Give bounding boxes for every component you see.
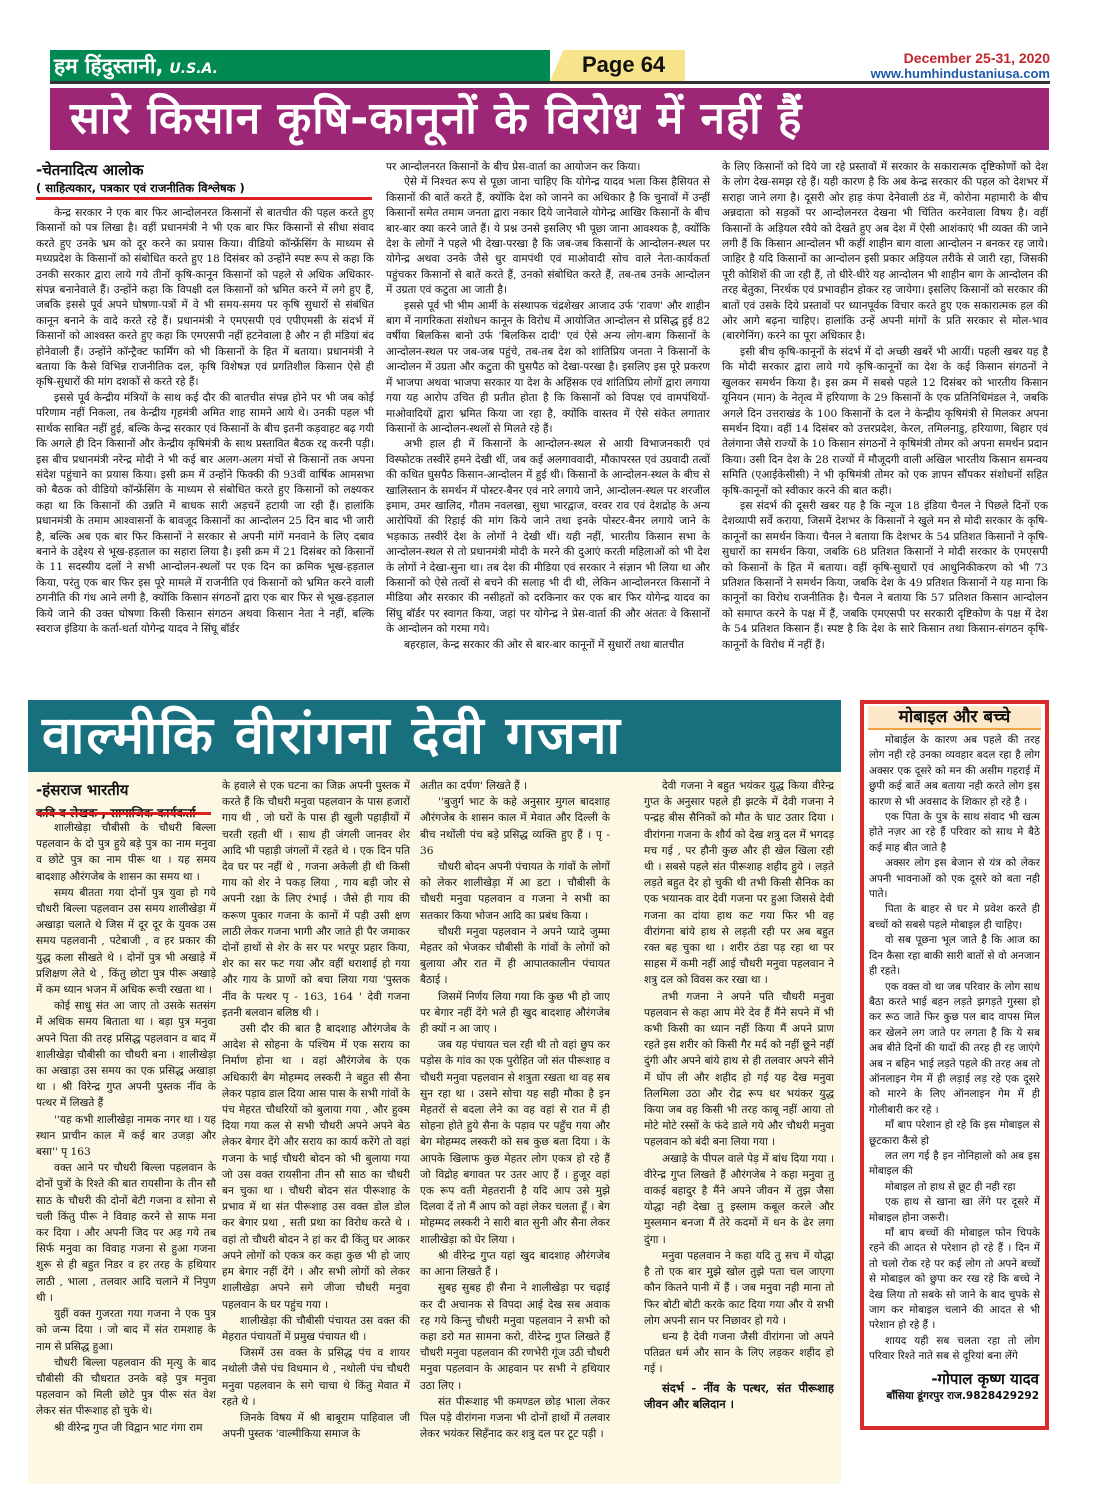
article2-column-1 bbox=[36, 820, 216, 1482]
paragraph: इससे पूर्व भी भीम आर्मी के संस्थापक चंद्रशेखर आजाद उर्फ 'रावण' और शाहीन बाग में नागरिकता संशोधन कानून के विरोध में आयोजित आन्दोलन से प्रसिद्ध हुई 82 वर्षीया बिलकिस बानो उर्फ 'बिलकिस दादी' एवं ऐसे अन्य लोग-बाग किसानों के आन्दोलन-स्थल पर जब-जब पहुंचे, तब-तब देश को शांतिप्रिय जनता ने किसानों के आन्दोलन में उग्रता और कटुता की घुसपैठ को देखा-परखा है। इसलिए इस पूरे प्रकरण में भाजपा अथवा भाजपा सरकार या देश के अहिंसक एवं शांतिप्रिय लोगों द्वारा लगाया गया यह आरोप उचित ही प्रतीत होता है कि किसानों को विपक्ष एवं वामपंथियों-माओवादियों द्वारा भ्रमित किया जा रहा है, क्योंकि वास्तव में ऐसे संकेत लगातार किसानों के आन्दोलन-स्थलों से मिलते रहे हैं। bbox=[386, 299, 710, 435]
paragraph: लत लग गई है इन नोनिहालो को अब इस मोबाइल की bbox=[869, 1149, 1040, 1178]
sidebar-body bbox=[864, 730, 1045, 1365]
article2-column-4 bbox=[644, 778, 834, 1482]
page-number: Page 64 bbox=[582, 52, 666, 77]
newspaper-edition: U.S.A. bbox=[169, 61, 218, 77]
paragraph: अभी हाल ही में किसानों के आन्दोलन-स्थल से आयी विभाजनकारी एवं विस्फोटक तस्वीरें हमने देखी थीं, जब कई अलगाववादी, मौकापरस्त एवं उग्रवादी तत्वों की कथित घुसपैठ किसान-आन्दोलन में हुई थी। किसानों के आन्दोलन-स्थल के बीच से खालिस्तान के समर्थन में पोस्टर-बैनर एवं नारे लगाये जाने, आन्दोलन-स्थल पर शरजील इमाम, उमर खालिद, गौतम नवलखा, सुधा भारद्वाज, वरवर राव एवं देशद्रोह के अन्य आरोपियों की रिहाई की मांग किये जाने तथा इनके पोस्टर-बैनर लगाये जाने के भड़काऊ तस्वीरें देश के लोगों ने देखी थीं। यही नहीं, भारतीय किसान सभा के आन्दोलन-स्थल से तो प्रधानमंत्री मोदी के मरने की दुआएं करती महिलाओं को भी देश के लोगों ने देखा-सुना था। तब देश की मीडिया एवं सरकार ने संज्ञान भी लिया था और किसानों को ऐसे तत्वों से बचने की सलाह भी दी थी, लेकिन आन्दोलनरत किसानों ने मीडिया और सरकार की नसीहतों को दरकिनार कर एक बार फिर योगेन्द्र यादव का सिंघु बॉर्डर पर स्वागत किया, जहां पर योगेन्द्र ने प्रेस-वार्ता की और अंततः वे किसानों के आन्दोलन को गरमा गये। bbox=[386, 438, 710, 636]
paragraph: जिसमें निर्णय लिया गया कि कुछ भी हो जाए पर बेगार नहीं देंगे भले ही खुद बादशाह औरंगजेब ही क्यों न आ जाए । bbox=[420, 990, 610, 1036]
sidebar-box bbox=[860, 700, 1049, 1430]
masthead bbox=[50, 50, 1050, 84]
paragraph: समय बीतता गया दोनों पुत्र युवा हो गये चौधरी बिल्ला पहलवान उस समय शालीखेड़ा में अखाड़ा चलाते थे जिस में दूर दूर के युवक उस समय पहलवानी , पटेबाजी , व हर प्रकार की युद्ध कला सीखते थे । दोनों पुत्र भी अखाड़े में प्रशिक्षण लेते थे , किंतु छोटा पुत्र पीरू अखाड़े में कम ध्यान भजन में अधिक रूची रखता था । bbox=[36, 886, 216, 997]
brand-bar bbox=[50, 50, 550, 81]
paragraph: ऐसे में निश्चत रूप से पूछा जाना चाहिए कि योगेन्द्र यादव भला किस हैसियत से किसानों की बातें करते हैं, क्योंकि देश को जानने का अधिकार है कि चुनावों में उन्हीं किसानों समेत तमाम जनता द्वारा नकार दिये जानेवाले योगेन्द्र आखिर किसानों के बीच बार-बार क्या करने जाते हैं। ये प्रश्न उनसे इसलिए भी पूछा जाना आवश्यक है, क्योंकि देश के लोगों ने पहले भी देखा-परखा है कि जब-जब किसानों के आन्दोलन-स्थल पर योगेन्द्र अथवा उनके जैसे धुर वामपंथी एवं माओवादी सोच वाले नेता-कार्यकर्ता पहुंचकर किसानों से बातें करते हैं, उनको संबोधित करते हैं, तब-तब उनके आन्दोलन में उग्रता एवं कटुता आ जाती है। bbox=[386, 176, 710, 297]
paragraph: मोबाईल के कारण अब पहले की तरह लोग नही रहे उनका व्यवहार बदल रहा है लोग अक्सर एक दूसरे को मन की असीम गहराई में छुपी कई बातें अब बताया नही करते लोग इस कारण से भी अवसाद के शिकार हो रहे है । bbox=[869, 734, 1040, 808]
paragraph: कोई साधु संत आ जाए तो उसके सतसंग में अधिक समय बिताता था । बड़ा पुत्र मनुवा अपने पिता की तरह प्रसिद्ध पहलवान व बाद में शालीखेड़ा चौबीसी का चौधरी बना । शालीखेड़ा का अखाड़ा उस समय का एक प्रसिद्ध अखाड़ा था । श्री विरेन्द्र गुप्त अपनी पुस्तक नींव के पत्थर में लिखते हैं bbox=[36, 1000, 216, 1110]
article2-author: -हंसराज भारतीय bbox=[36, 781, 129, 799]
paragraph: पर आन्दोलनरत किसानों के बीच प्रेस-वार्ता का आयोजन कर किया। bbox=[386, 161, 641, 173]
paragraph: जब यह पंचायत चल रही थी तो वहां छुप कर पड़ोस के गांव का एक पुरोहित जो संत पीरूशाह व चौधरी मनुवा पहलवान से शत्रुता रखता था वह सब सुन रहा था । उसने सोचा यह सही मौका है इन मेहतरों से बदला लेने का वह वहां से रात में ही सोहना होते हुये सैना के पड़ाव पर पहुँच गया और बेग मोहम्मद लस्करी को सब कुछ बता दिया । के आपके खिलाफ कुछ मेहतर लोग एकत्र हो रहे हैं जो विद्रोह बगावत पर उतर आए हैं । हुजूर वहां एक रूप वती मेहतरानी है यदि आप उसे मुझे दिलवा दें तो मैं आप को वहां लेकर चलता हूँ । बेग मोहम्मद लस्करी ने सारी बात सुनी और सैना लेकर शालीखेड़ा को घेर लिया । bbox=[420, 1039, 610, 1246]
paragraph: युहीं वक्त गुजरता गया गजना ने एक पुत्र को जन्म दिया । जो बाद में संत रामशाह के नाम से प्रसिद्ध हुआ। bbox=[36, 1308, 216, 1353]
paragraph: केन्द्र सरकार ने एक बार फिर आन्दोलनरत किसानों से बातचीत की पहल करते हुए किसानों को पत्र लिखा है। वहीं प्रधानमंत्री ने भी एक बार फिर किसानों से सीधा संवाद करते हुए उनके भ्रम को दूर करने का प्रयास किया। वीडियो कॉन्फ्रेंसिंग के माध्यम से मध्यप्रदेश के किसानों को संबोधित करते हुए 18 दिसंबर को उन्होंने स्पष्ट रूप से कहा कि उनकी सरकार द्वारा लाये गये तीनों कृषि-कानून किसानों को पहले से अधिक अधिकार-संपन्न बनानेवाले हैं। उन्होंने कहा कि विपक्षी दल किसानों को भ्रमित करने में लगे हुए हैं, जबकि इससे पूर्व अपने घोषणा-पत्रों में वे भी समय-समय पर कृषि सुधारों से संबंधित कानून बनाने के वादे करते रहे हैं। प्रधानमंत्री ने एमएसपी एवं एपीएमसी के संदर्भ में किसानों को आश्वस्त करते हुए कहा कि एमएसपी नहीं हटनेवाला है और न ही मंडियां बंद होनेवाली हैं। उन्होंने कॉन्ट्रैक्ट फार्मिंग को भी किसानों के हित में बताया। प्रधानमंत्री ने बताया कि कैसे विभिन्न राजनीतिक दल, कृषि विशेषज्ञ एवं प्रगतिशील किसान ऐसे ही कृषि-सुधारों की मांग दशकों से करते रहे हैं। bbox=[36, 207, 374, 389]
paragraph: मोबाइल तो हाथ से छूट ही नही रहा bbox=[885, 1180, 1016, 1193]
article1-headline: सारे किसान कृषि-कानूनों के विरोध में नहीं हैं bbox=[50, 88, 1049, 150]
paragraph: संत पीरूशाह भी कमण्डल छोड़ भाला लेकर पिल पड़े वीरांगना गजना भी दोनों हाथों में तलवार लेकर भयंकर सिहँनाद कर शत्रु दल पर टूट पड़ी । bbox=[420, 1395, 610, 1441]
paragraph: एक पिता के पुत्र के साथ संवाद भी खत्म होते नज़र आ रहे हैं परिवार को साथ मे बैठे कई माह बीत जाते है bbox=[869, 811, 1040, 854]
paragraph: इस संदर्भ की दूसरी खबर यह है कि न्यूज 18 इंडिया चैनल ने पिछले दिनों एक देशव्यापी सर्वे कराया, जिसमें देशभर के किसानों ने खुले मन से मोदी सरकार के कृषि-कानूनों का समर्थन किया। चैनल ने बताया कि देशभर के 54 प्रतिशत किसानों ने कृषि-सुधारों का समर्थन किया, जबकि 68 प्रतिशत किसानों ने मोदी सरकार के एमएसपी को किसानों के हित में बताया। वहीं कृषि-सुधारों एवं आधुनिकीकरण को भी 73 प्रतिशत किसानों ने समर्थन किया, जबकि देश के 49 प्रतिशत किसानों ने यह माना कि कानूनों का विरोध राजनीतिक है। चैनल ने बताया कि 57 प्रतिशत किसान आन्दोलन को समाप्त करने के पक्ष में हैं, जबकि एमएसपी पर सरकारी दृष्टिकोण के पक्ष में देश के 54 प्रतिशत किसान हैं। स्पष्ट है कि देश के सारे किसान तथा किसान-संगठन कृषि-कानूनों के विरोध में नहीं हैं। bbox=[722, 499, 1048, 651]
sidebar-title: मोबाइल और बच्चे bbox=[868, 706, 1041, 730]
paragraph: के लिए किसानों को दिये जा रहे प्रस्तावों में सरकार के सकारात्मक दृष्टिकोणों को देश के लोग देख-समझ रहे हैं। यही कारण है कि अब केन्द्र सरकार की पहल को देशभर में सराहा जाने लगा है। दूसरी ओर हाड़ कंपा देनेवाली ठंड में, कोरोना महामारी के बीच अन्नदाता को सड़कों पर आन्दोलनरत देखना भी चिंतित करनेवाला विषय है। वहीं किसानों के अड़ियल रवैये को देखते हुए अब देश में ऐसी आशंकाएं भी व्यक्त की जाने लगी हैं कि किसान आन्दोलन भी कहीं शाहीन बाग वाला आन्दोलन न बनकर रह जाये। जाहिर है यदि किसानों का आन्दोलन इसी प्रकार अड़ियल तरीके से जारी रहा, जिसकी पूरी कोशिशें की जा रही हैं, तो धीरे-धीरे यह आन्दोलन भी शाहीन बाग के आन्दोलन की तरह बेतुका, निरर्थक एवं प्रभावहीन होकर रह जायेगा। इसलिए किसानों को सरकार की बातों एवं उसके दिये प्रस्तावों पर ध्यानपूर्वक विचार करते हुए एक सकारात्मक हल की ओर आगे बढ़ना चाहिए। हालांकि उन्हें अपनी मांगों के प्रति सरकार से मोल-भाव (बारगेनिंग) करने का पूरा अधिकार है। bbox=[722, 161, 1048, 343]
paragraph: चौधरी बिल्ला पहलवान की मृत्यु के बाद चौबीसी की चौधरात उनके बड़े पुत्र मनुवा पहलवान को मिली छोटे पुत्र पीरू संत वेश लेकर संत पीरूशाह हो चुके थे। bbox=[36, 1356, 216, 1418]
sidebar-signature bbox=[864, 1369, 1045, 1403]
paragraph: शालीखेड़ा चौबीसी के चौधरी बिल्ला पहलवान के दो पुत्र हुये बड़े पुत्र का नाम मनुवा व छोटे पुत्र का नाम पीरू था । यह समय बादशाह औरंगजेब के शासन का समय था । bbox=[36, 822, 216, 883]
paragraph: धन्य है देवी गजना जैसी वीरांगना जो अपने पतिव्रत धर्म और सान के लिए लड़कर शहीद हो गई । bbox=[644, 1330, 834, 1376]
paragraph: ''यह कभी शालीखेड़ा नामक नगर था । यह स्थान प्राचीन काल में कई बार उजड़ा और बसा'' पृ 163 bbox=[36, 1113, 216, 1159]
paragraph: अक्सर लोग इस बेजान से यंत्र को लेकर अपनी भावनाओं को एक दूसरे को बता नही पाते। bbox=[869, 857, 1040, 901]
paragraph: श्री वीरेन्द्र गुप्त यहां खुद बादशाह औरंगजेब का आना लिखते हैं । bbox=[420, 1249, 610, 1279]
paragraph: शालीखेड़ा की चौबीसी पंचायत उस वक्त की मेहरात पंचायतों में प्रमुख पंचायत थी । bbox=[222, 1314, 410, 1343]
paragraph: पिता के बाहर से घर मे प्रवेश करते ही बच्चों को सबसे पहले मोबाइल ही चाहिए। bbox=[869, 903, 1040, 931]
article1-byline-rule bbox=[36, 197, 372, 200]
paragraph: मनुवा पहलवान ने कहा यदि तु सच में योद्धा है तो एक बार मुझे खोल तुझे पता चल जाएगा कौन कितने पानी में हैं । जब मनुवा नही माना तो फिर बोटी बोटी करके काट दिया गया और ये सभी लोग अपनी सान पर निछावर हो गये । bbox=[644, 1249, 834, 1327]
paragraph: जिसमें उस वक्त के प्रसिद्ध पंच व शायर नथोली जैसे पंच विधमान थे , नथोली पंच चौधरी मनुवा पहलवान के सगे चाचा थे किंतु मेवात में रहते थे । bbox=[222, 1347, 410, 1408]
paragraph: ''बुजुर्ग भाट के कहे अनुसार मुगल बादशाह औरंगजेब के शासन काल में मेवात और दिल्ली के बीच नथोंली पंच बड़े प्रसिद्ध व्यक्ति हुए हैं । पृ - 36 bbox=[420, 796, 610, 857]
paragraph: अतीत का दर्पण' लिखते हैं । bbox=[420, 780, 528, 792]
paragraph: इससे पूर्व केन्द्रीय मंत्रियों के साथ कई दौर की बातचीत संपन्न होने पर भी जब कोई परिणाम नहीं निकला, तब केन्द्रीय गृहमंत्री अमित शाह सामने आये थे। उनकी पहल भी सार्थक साबित नहीं हुई, बल्कि केन्द्र सरकार एवं किसानों के बीच इतनी कड़वाहट बढ़ गयी कि अगले ही दिन किसानों और केन्द्रीय कृषिमंत्री के साथ प्रस्तावित बैठक रद्द करनी पड़ी। इस बीच प्रधानमंत्री नरेन्द्र मोदी ने भी कई बार अलग-अलग मंचों से किसानों तक अपना संदेश पहुंचाने का प्रयास किया। इसी क्रम में उन्होंने फिक्की की 93वीं वार्षिक आमसभा को बैठक को वीडियो कॉन्फ्रेंसिंग के माध्यम से संबोधित करते हुए किसानों को लक्ष्यकर कहा था कि किसानों की उन्नति में बाधक सारी अड़चनें हटायी जा रही हैं। हालांकि प्रधानमंत्री के तमाम आश्वासनों के बावजूद किसानों का आन्दोलन 25 दिन बाद भी जारी है, बल्कि अब एक बार फिर किसानों ने सरकार से अपनी मांगें मनवाने के लिए दबाव बनाने के उद्देश्य से भूख-हड़ताल का सहारा लिया है। इसी क्रम में 21 दिसंबर को किसानों के 11 सदस्यीय दलों ने सभी आन्दोलन-स्थलों पर एक दिन का क्रमिक भूख-हड़ताल किया, परंतु एक बार फिर इस पूरे मामले में राजनीति एवं किसानों को भ्रमित करने वाली ठगनीति की गंध आने लगी है, क्योंकि किसान संगठनों द्वारा एक बार फिर से भूख-हड़ताल किये जाने की उक्त घोषणा किसी किसान संगठन अथवा किसान नेता ने नहीं, बल्कि स्वराज इंडिया के कर्ता-धर्ता योगेन्द्र यादव ने सिंघू बॉर्डर bbox=[36, 391, 374, 635]
paragraph: जिनके विषय में श्री बाबूराम पाहिवाल जी अपनी पुस्तक 'वाल्मीकिया समाज के bbox=[222, 1411, 410, 1441]
paragraph: सुबह सुबह ही सैना ने शालीखेड़ा पर चढ़ाई कर दी अचानक से विपदा आई देख सब अवाक रह गये किन्तु चौधरी मनुवा पहलवान ने सभी को कहा डरो मत सामना करो, वीरेन्द्र गुप्त लिखते हैं चौधरी मनुवा पहलवान की रणभेरी गूंज उठी चौधरी मनुवा पहलवान के आहवान पर सभी ने हथियार उठा लिए । bbox=[420, 1282, 610, 1392]
newspaper-logo bbox=[54, 52, 218, 80]
article1-byline bbox=[36, 160, 245, 196]
paragraph: माँ बाप बच्चों की मोबाइल फोन चिपके रहने की आदत से परेशान हो रहे हैं । दिन में तो चलो रोक रहे पर कई लोग तो अपने बच्चों से मोबाइल को छुपा कर रख रहे कि बच्चे ने देख लिया तो सबके सो जाने के बाद चुपके से जाग कर मोबाइल चलाने की आदत से भी परेशान हो रहे हैं । bbox=[869, 1227, 1040, 1332]
paragraph: श्री वीरेन्द्र गुप्त जी विद्वान भाट गंगा राम bbox=[54, 1421, 203, 1434]
masthead-rule bbox=[50, 81, 1050, 84]
paragraph: वो सब पूछना भूल जाते है कि आज का दिन कैसा रहा बाकी सारी बातों से वो अनजान ही रहते। bbox=[869, 934, 1040, 978]
article2-column-3 bbox=[420, 778, 610, 1482]
paragraph: के हवाले से एक घटना का जिक्र अपनी पुस्तक में करते हैं कि चौधरी मनुवा पहलवान के पास हजारों गाय थी , जो घरों के पास ही खुली पहाड़ीयों में चरती रहती थीं । साथ ही जंगली जानवर शेर आदि भी पहाड़ी जंगलों में रहते थे । एक दिन पति देव घर पर नहीं थे , गजना अकेली ही थी किसी गाय को शेर ने पकड़ लिया , गाय बड़ी जोर से अपनी रक्षा के लिए रंभाई । जैसे ही गाय की करूण पुकार गजना के कानों में पड़ी उसी क्षण लाठी लेकर गजना भागी और जाते ही पैर जमाकर दोनों हाथों से शेर के सर पर भरपूर प्रहार किया, शेर का सर फट गया और वहीं धराशाई हो गया और गाय के प्राणों को बचा लिया गया 'पुस्तक नींव के पत्थर पृ - 163, 164 ' देवी गजना इतनी बलवान बलिष्ठ थी । bbox=[222, 780, 410, 1019]
article1-column-1 bbox=[36, 206, 374, 692]
paragraph: चौधरी बोदन अपनी पंचायत के गांवों के लोगों को लेकर शालीखेड़ा में आ डटा । चौबीसी के चौधरी मनुवा पहलवान व गजना ने सभी का सतकार किया भोजन आदि का प्रबंध किया । bbox=[420, 861, 610, 922]
paragraph: तभी गजना ने अपने पति चौधरी मनुवा पहलवान से कहा आप मेरे देव हैं मैंने सपने में भी कभी किसी का ध्यान नहीं किया मैं अपने प्राण रहते इस शरीर को किसी गैर मर्द को नहीं छूने नहीं दुंगी और अपने बांये हाथ से ही तलवार अपने सीने में घोंप ली और शहीद हो गई यह देख मनुवा तिलमिला उठा और रोद्र रूप धर भयंकर युद्ध किया जब वह किसी भी तरह काबू नहीं आया तो मोटे मोटे रस्सों के फंदे डाले गये और चौधरी मनुवा पहलवान को बंदी बना लिया गया । bbox=[644, 990, 834, 1149]
article2-byline-rule bbox=[36, 812, 211, 815]
paragraph: एक हाथ से खाना खा लेंगे पर दूसरे में मोबाइल होना जरूरी। bbox=[869, 1196, 1040, 1224]
newspaper-name: हम हिंदुस्तानी, bbox=[54, 54, 164, 78]
paragraph: अखाड़े के पीपल वाले पेड़ में बांध दिया गया । वीरेन्द्र गुप्त लिखते हैं औरंगजेब ने कहा मनुवा तु वाकई बहादुर है मैंने अपने जीवन में तुझ जैसा योद्धा नही देखा तु इस्लाम कबूल करले और मुस्लमान बनजा मैं तेरे कदमों में धन के ढेर लगा दुंगा । bbox=[644, 1152, 834, 1246]
paragraph: माँ बाप परेशान हो रहे कि इस मोबाइल से छूटकारा कैसे हो bbox=[869, 1119, 1040, 1147]
article1-column-3 bbox=[722, 160, 1048, 692]
article1-column-2 bbox=[386, 160, 710, 692]
paragraph: चौधरी मनुवा पहलवान ने अपने प्यादे जुम्मा मेहतर को भेजकर चौबीसी के गांवों के लोगों को बुलाया और रात में ही आपातकालीन पंचायत बैठाई । bbox=[420, 925, 610, 987]
paragraph: शायद यही सब चलता रहा तो लोग परिवार रिश्ते नाते सब से दूरियां बना लेंगे bbox=[869, 1334, 1040, 1363]
website-link[interactable]: www.humhindustaniusa.com bbox=[870, 66, 1050, 81]
sidebar-author: -गोपाल कृष्ण यादव bbox=[931, 1369, 1039, 1388]
paragraph: एक वक्त वो था जब परिवार के लोग साथ बैठा करते भाई बहन लड़ते झगड़ते गुस्सा हो कर रूठ जाते फिर कुछ पल बाद वापस मिल कर खेलने लग जाते पर लगता है कि ये सब अब बीते दिनों की यादों की तरह ही रह जाएंगे अब न बहिन भाई लड़ते पहले की तरह अब तो ऑनलाइन गेम में ही लड़ाई लड़ रहे एक दूसरे को मारने के लिए ऑनलाइन गेम में ही गोलीबारी कर रहे । bbox=[869, 980, 1040, 1116]
paragraph: वक्त आने पर चौधरी बिल्ला पहलवान के दोनों पुत्रों के रिश्ते की बात रायसीना के तीन सौ साठ के चौधरी की दोनों बेटी गजना व सोना से चली किंतु पीरू ने विवाह करने से साफ मना कर दिया । और अपनी जिद पर अड़ गये तब सिर्फ मनुवा का विवाह गजना से हुआ गजना शुरू से ही बहुत निडर व हर तरह के हथियार लाठी , भाला , तलवार आदि चलाने में निपुण थी । bbox=[36, 1162, 216, 1304]
article1-author-role: ( साहित्यकार, पत्रकार एवं राजनीतिक विश्लेषक ) bbox=[36, 181, 245, 195]
article2-reference: संदर्भ - नींव के पत्थर, संत पीरूशाह जीवन और बलिदान । bbox=[644, 1380, 834, 1411]
article2-column-2 bbox=[222, 778, 410, 1482]
issue-date: December 25-31, 2020 bbox=[903, 50, 1050, 66]
paragraph: देवी गजना ने बहुत भयंकर युद्ध किया वीरेन्द्र गुप्त के अनुसार पहले ही झटके में देवी गजना ने पन्द्रह बीस सैनिकों को मौत के घाट उतार दिया । वीरांगना गजना के शौर्य को देख शत्रु दल में भगदड़ मच गई , पर हौनी कुछ और ही खेल खिला रही थी । सबसे पहले संत पीरूशाह शहीद हुये । लड़ते लड़ते बहुत देर हो चुकी थी तभी किसी सैनिक का एक भयानक वार देवी गजना पर हुआ जिससे देवी गजना का दांया हाथ कट गया फिर भी वह वीरांगना बांये हाथ से लड़ती रही पर अब बहुत रक्त बह चुका था । शरीर ठंडा पड़ रहा था पर साहस में कमी नहीं आई चौधरी मनुवा पहलवान ने शत्रु दल को विवस कर रखा था । bbox=[644, 780, 834, 987]
paragraph: उसी दौर की बात है बादशाह औरंगजेब के आदेश से सोहना के पश्चिम में एक सराय का निर्माण होना था । वहां औरंगजेब के एक अधिकारी बेग मोहम्मद लस्करी ने बहुत सी सैना लेकर पड़ाव डाल दिया आस पास के सभी गांवों के पंच मेहरत चौधरियों को बुलाया गया , और हुक्म दिया गया कल से सभी चौधरी अपने अपने बेठ लेकर बेगार देंगे और सराय का कार्य करेंगे तो वहां गजना के भाई चौधरी बोदन को भी बुलाया गया जो उस वक्त रायसीना तीन सौ साठ का चौधरी बन चुका था । चौधरी बोदन संत पीरूशाह के प्रभाव में था संत पीरूशाह उस वक्त डोल डोल कर बेगार प्रथा , सती प्रथा का विरोध करते थे । वहां तो चौधरी बोदन ने हां कर दी किंतु घर आकर अपने लोगों को एकत्र कर कहा कुछ भी हो जाए हम बेगार नहीं देंगे । और सभी लोगों को लेकर शालीखेड़ा अपने सगे जीजा चौधरी मनुवा पहलवान के घर पहुंच गया । bbox=[222, 1023, 410, 1311]
sidebar-author-address: बाँसिया डूंगरपुर राज.9828429292 bbox=[886, 1389, 1039, 1402]
article2-headline: वाल्मीकि वीरांगना देवी गजना bbox=[28, 700, 841, 772]
article1-author: -चेतनादित्य आलोक bbox=[36, 161, 144, 179]
paragraph: बहरहाल, केन्द्र सरकार की ओर से बार-बार कानूनों में सुधारों तथा बातचीत bbox=[404, 638, 684, 651]
paragraph: इसी बीच कृषि-कानूनों के संदर्भ में दो अच्छी खबरें भी आयीं। पहली खबर यह है कि मोदी सरकार द्वारा लाये गये कृषि-कानूनों का देश के कई किसान संगठनों ने खुलकर समर्थन किया है। इस क्रम में सबसे पहले 12 दिसंबर को भारतीय किसान यूनियन (मान) के नेतृत्व में हरियाणा के 29 किसानों के एक प्रतिनिधिमंडल ने, जबकि अगले दिन उत्तराखंड के 100 किसानों के दल ने केन्द्रीय कृषिमंत्री से मिलकर अपना समर्थन दिया। वहीं 14 दिसंबर को उत्तरप्रदेश, केरल, तमिलनाडु, हरियाणा, बिहार एवं तेलंगाना जैसे राज्यों के 10 किसान संगठनों ने कृषिमंत्री तोमर को अपना समर्थन प्रदान किया। उसी दिन देश के 28 राज्यों में मौजूदगी वाली अखिल भारतीय किसान समन्वय समिति (एआईकेसीसी) ने भी कृषिमंत्री तोमर को एक ज्ञापन सौंपकर संशोधनों सहित कृषि-कानूनों को स्वीकार करने की बात कही। bbox=[722, 345, 1048, 497]
